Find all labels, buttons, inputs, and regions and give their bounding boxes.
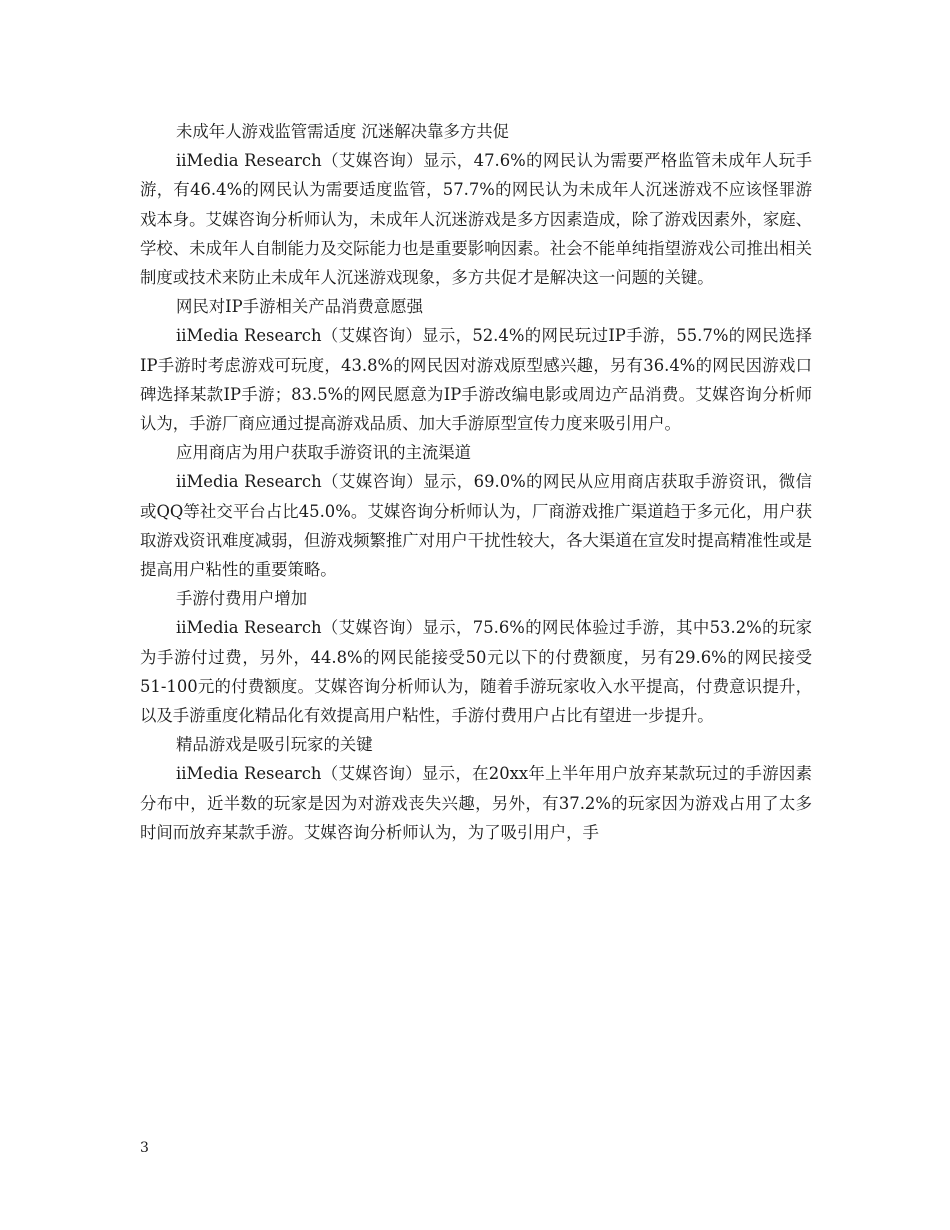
section-paragraph: iiMedia Research（艾媒咨询）显示，52.4%的网民玩过IP手游，55.7%的网民选择IP手游时考虑游戏可玩度，43.8%的网民因对游戏原型感兴趣，另有36.4%的网民因游戏口碑选择某款IP手游；83.5%的网民愿意为IP手游改编电影或周边产品消费。艾媒咨询分析师认为，手游厂商应通过提高游戏品质、加大手游原型宣传力度来吸引用户。	[140, 326, 812, 434]
section-heading: 精品游戏是吸引玩家的关键	[176, 735, 373, 755]
page-number: 3	[140, 1140, 149, 1156]
section-heading: 手游付费用户增加	[176, 589, 308, 609]
section-paragraph: iiMedia Research（艾媒咨询）显示，在20xx年上半年用户放弃某款玩过的手游因素分布中，近半数的玩家是因为对游戏丧失兴趣，另外，有37.2%的玩家因为游戏占用了太多时间而放弃某款手游。艾媒咨询分析师认为，为了吸引用户，手	[140, 764, 812, 842]
page-body	[140, 117, 812, 847]
section-heading: 未成年人游戏监管需适度 沉迷解决靠多方共促	[176, 122, 510, 141]
section-paragraph: iiMedia Research（艾媒咨询）显示，69.0%的网民从应用商店获取手游资讯，微信或QQ等社交平台占比45.0%。艾媒咨询分析师认为，厂商游戏推广渠道趋于多元化，用户获取游戏资讯难度减弱，但游戏频繁推广对用户干扰性较大，各大渠道在宣发时提高精准性或是提高用户粘性的重要策略。	[140, 472, 813, 580]
section-paragraph: iiMedia Research（艾媒咨询）显示，47.6%的网民认为需要严格监管未成年人玩手游，有46.4%的网民认为需要适度监管，57.7%的网民认为未成年人沉迷游戏不应该怪罪游戏本身。艾媒咨询分析师认为，未成年人沉迷游戏是多方因素造成，除了游戏因素外，家庭、学校、未成年人自制能力及交际能力也是重要影响因素。社会不能单纯指望游戏公司推出相关制度或技术来防止未成年人沉迷游戏现象，多方共促才是解决这一问题的关键。	[140, 151, 813, 288]
section-heading: 应用商店为用户获取手游资讯的主流渠道	[176, 443, 472, 463]
section-heading: 网民对IP手游相关产品消费意愿强	[176, 297, 423, 317]
section-paragraph: iiMedia Research（艾媒咨询）显示，75.6%的网民体验过手游，其中53.2%的玩家为手游付过费，另外，44.8%的网民能接受50元以下的付费额度，另有29.6%的网民接受51-100元的付费额度。艾媒咨询分析师认为，随着手游玩家收入水平提高，付费意识提升，以及手游重度化精品化有效提高用户粘性，手游付费用户占比有望进一步提升。	[140, 618, 812, 726]
